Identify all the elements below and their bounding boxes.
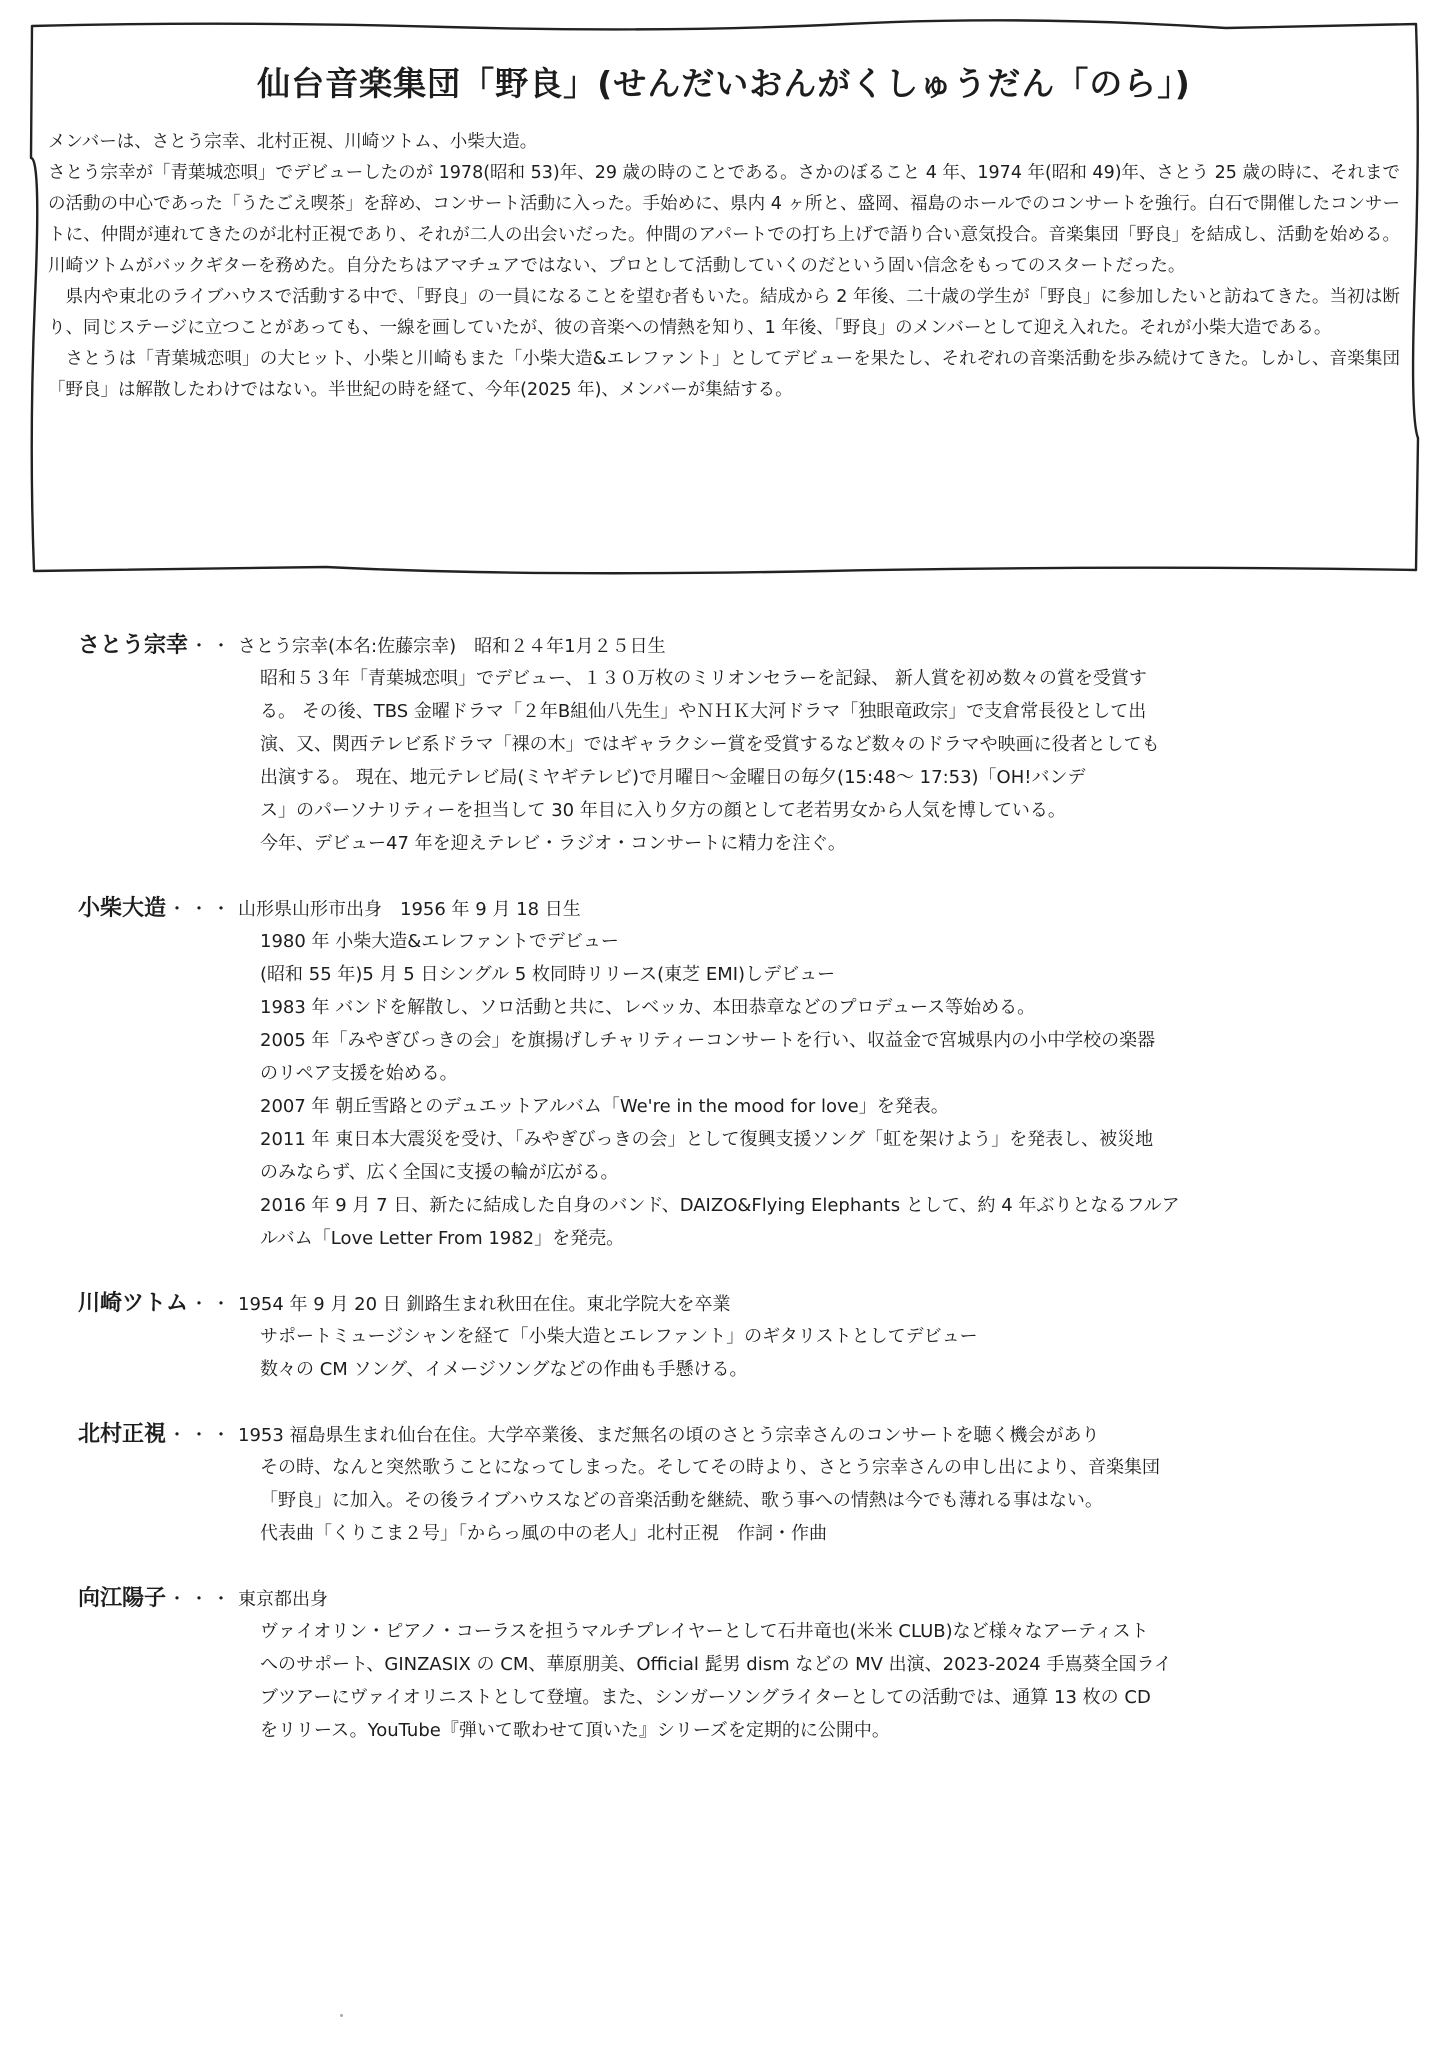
profile-name: 川崎ツトム [78, 1291, 189, 1316]
profile-line: 2016 年 9 月 7 日、新たに結成した自身のバンド、DAIZO&Flying Elephants として、約 4 年ぶりとなるフルア [260, 1195, 1180, 1216]
profile-line: 今年、デビュー47 年を迎えテレビ・ラジオ・コンサートに精力を注ぐ。 [260, 833, 846, 854]
profile-first-line: 東京都出身 [238, 1589, 329, 1610]
profile-line: その時、なんと突然歌うことになってしまった。そしてその時より、さとう宗幸さんの申し出により、音楽集団 [260, 1457, 1160, 1478]
profile-line: ヴァイオリン・ピアノ・コーラスを担うマルチプレイヤーとして石井竜也(米米 CLUB)など様々なアーティスト [260, 1621, 1149, 1642]
profile-line: る。 その後、TBS 金曜ドラマ「２年B組仙八先生」やＮＨＫ大河ドラマ「独眼竜政宗」で支倉常長役として出 [260, 701, 1147, 722]
profile-line: 2005 年「みやぎびっきの会」を旗揚げしチャリティーコンサートを行い、収益金で宮城県内の小中学校の楽器 [260, 1030, 1156, 1051]
profile-koshiba-daizo [78, 891, 1378, 1255]
profile-name: 北村正視 [78, 1422, 167, 1447]
profile-mukae-yoko [78, 1581, 1378, 1747]
profile-kawasaki-tsutomu [78, 1286, 1378, 1386]
profile-line: へのサポート、GINZASIX の CM、華原朋美、Official 髭男 dism などの MV 出演、2023-2024 手嶌葵全国ライ [260, 1654, 1172, 1675]
profile-dots: ・・ [190, 1294, 235, 1315]
profile-first-line: 山形県山形市出身 1956 年 9 月 18 日生 [238, 899, 581, 920]
intro-paragraph: メンバーは、さとう宗幸、北村正視、川崎ツトム、小柴大造。 [48, 132, 538, 152]
profile-line: 演、又、関西テレビ系ドラマ「裸の木」ではギャラクシー賞を受賞するなど数々のドラマや映画に役者としても [260, 734, 1160, 755]
profile-dots: ・・・ [168, 1589, 235, 1610]
intro-paragraph: さとうは「青葉城恋唄」の大ヒット、小柴と川崎もまた「小柴大造&エレファント」としてデビューを果たし、それぞれの音楽活動を歩み続けてきた。しかし、音楽集団「野良」は解散したわけではない。半世紀の時を経て、今年(2025 年)、メンバーが集結する。 [48, 349, 1400, 400]
profile-line: 出演する。 現在、地元テレビ局(ミヤギテレビ)で月曜日〜金曜日の毎夕(15:48〜 17:53)「OH!バンデ [260, 767, 1086, 788]
profile-line: ス」のパーソナリティーを担当して 30 年目に入り夕方の顔として老若男女から人気を博している。 [260, 800, 1066, 821]
profile-line: 数々の CM ソング、イメージソングなどの作曲も手懸ける。 [260, 1359, 748, 1380]
member-profiles [78, 628, 1378, 1778]
profile-line: 昭和５３年「青葉城恋唄」でデビュー、１３０万枚のミリオンセラーを記録、 新人賞を初め数々の賞を受賞す [260, 668, 1147, 689]
profile-line: (昭和 55 年)5 月 5 日シングル 5 枚同時リリース(東芝 EMI)しデビュー [260, 964, 836, 985]
profile-line: 2011 年 東日本大震災を受け、「みやぎびっきの会」として復興支援ソング「虹を架けよう」を発表し、被災地 [260, 1129, 1154, 1150]
profile-name: 小柴大造 [78, 896, 167, 921]
profile-dots: ・・ [190, 636, 235, 657]
profile-first-line: 1953 福島県生まれ仙台在住。大学卒業後、まだ無名の頃のさとう宗幸さんのコンサートを聴く機会があり [238, 1425, 1100, 1446]
profile-line: のリペア支援を始める。 [260, 1063, 458, 1084]
profile-sato-muneyuki [78, 628, 1378, 860]
profile-line: 2007 年 朝丘雪路とのデュエットアルバム「We're in the mood for love」を発表。 [260, 1096, 949, 1117]
intro-text [48, 127, 1400, 406]
profile-line: のみならず、広く全国に支援の輪が広がる。 [260, 1162, 619, 1183]
intro-frame [26, 18, 1424, 576]
scan-speck [340, 2014, 343, 2017]
profile-line: 「野良」に加入。その後ライブハウスなどの音楽活動を継続、歌う事への情熱は今でも薄れる事はない。 [260, 1490, 1103, 1511]
profile-line: ルバム「Love Letter From 1982」を発売。 [260, 1228, 625, 1249]
profile-dots: ・・・ [168, 1425, 235, 1446]
profile-dots: ・・・ [168, 899, 235, 920]
profile-first-line: さとう宗幸(本名:佐藤宗幸) 昭和２４年1月２５日生 [238, 636, 666, 657]
page-title: 仙台音楽集団「野良」(せんだいおんがくしゅうだん「のら」) [257, 64, 1191, 103]
intro-paragraph: 県内や東北のライブハウスで活動する中で、「野良」の一員になることを望む者もいた。結成から 2 年後、二十歳の学生が「野良」に参加したいと訪ねてきた。当初は断り、同じステージに立つことがあっても、一線を画していたが、彼の音楽への情熱を知り、1 年後、「野良」のメンバーとして迎え入れた。それが小柴大造である。 [48, 287, 1400, 338]
profile-line: をリリース。YouTube『弾いて歌わせて頂いた』シリーズを定期的に公開中。 [260, 1720, 890, 1741]
profile-line: 代表曲「くりこま２号」「からっ風の中の老人」北村正視 作詞・作曲 [260, 1523, 827, 1544]
profile-name: 向江陽子 [78, 1586, 167, 1611]
profile-first-line: 1954 年 9 月 20 日 釧路生まれ秋田在住。東北学院大を卒業 [238, 1294, 731, 1315]
profile-line: 1980 年 小柴大造&エレファントでデビュー [260, 931, 619, 952]
profile-name: さとう宗幸 [78, 633, 189, 658]
profile-line: 1983 年 バンドを解散し、ソロ活動と共に、レベッカ、本田恭章などのプロデュース等始める。 [260, 997, 1036, 1018]
profile-line: ブツアーにヴァイオリニストとして登壇。また、シンガーソングライターとしての活動では、通算 13 枚の CD [260, 1687, 1151, 1708]
profile-line: サポートミュージシャンを経て「小柴大造とエレファント」のギタリストとしてデビュー [260, 1326, 978, 1347]
profile-kitamura-masami [78, 1417, 1378, 1550]
intro-paragraph: さとう宗幸が「青葉城恋唄」でデビューしたのが 1978(昭和 53)年、29 歳の時のことである。さかのぼること 4 年、1974 年(昭和 49)年、さとう 25 歳の時に、それまでの活動の中心であった「うたごえ喫茶」を辞め、コンサート活動に入った。手始めに、県内 4 ヶ所と、盛岡、福島のホールでのコンサートを強行。白石で開催したコンサートに、仲間が連れてきたのが北村正視であり、それが二人の出会いだった。仲間のアパートでの打ち上げで語り合い意気投合。音楽集団「野良」を結成し、活動を始める。川崎ツトムがバックギターを務めた。自分たちはアマチュアではない、プロとして活動していくのだという固い信念をもってのスタートだった。 [48, 163, 1400, 276]
